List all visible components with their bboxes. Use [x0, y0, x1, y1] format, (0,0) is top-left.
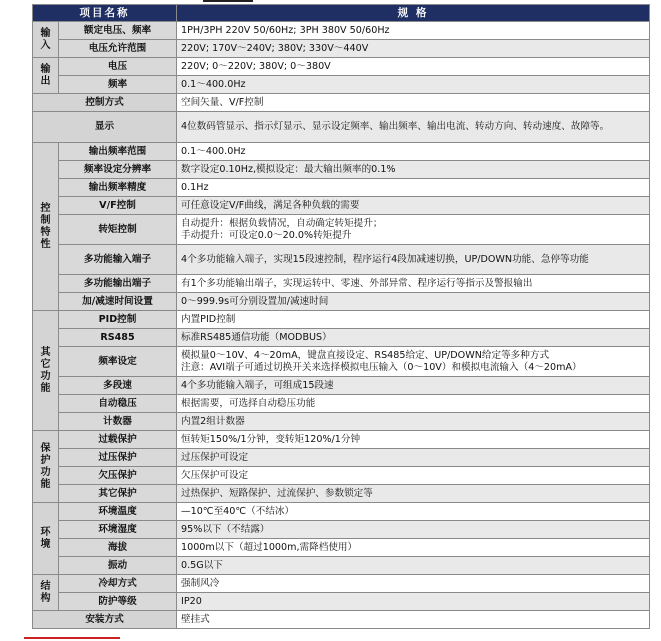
- table-row: [33, 179, 650, 197]
- row-name: 额定电压、频率: [59, 22, 177, 40]
- row-name: 转矩控制: [59, 215, 177, 245]
- row-name: 欠压保护: [59, 467, 177, 485]
- row-value: 可任意设定V/F曲线，满足各种负载的需要: [177, 197, 650, 215]
- row-name: 防护等级: [59, 593, 177, 611]
- row-name: 计数器: [59, 413, 177, 431]
- category-input: 输 入: [33, 22, 59, 58]
- category-other: 其 它 功 能: [33, 311, 59, 431]
- table-row: [33, 557, 650, 575]
- row-name: 电压允许范围: [59, 40, 177, 58]
- table-row: [33, 94, 650, 112]
- row-value: 有1个多功能输出端子，实现运转中、零速、外部异常、程序运行等指示及警报输出: [177, 275, 650, 293]
- row-name: 安装方式: [33, 611, 177, 629]
- bottom-decorative-line: [24, 637, 120, 639]
- row-value: 过压保护可设定: [177, 449, 650, 467]
- table-row: [33, 503, 650, 521]
- row-name: V/F控制: [59, 197, 177, 215]
- table-header-row: [33, 5, 650, 22]
- row-value: 内置2组计数器: [177, 413, 650, 431]
- row-name: 过载保护: [59, 431, 177, 449]
- table-row: [33, 395, 650, 413]
- row-value: [177, 215, 650, 245]
- category-struct: 结 构: [33, 575, 59, 611]
- row-name: 自动稳压: [59, 395, 177, 413]
- row-value: 强制风冷: [177, 575, 650, 593]
- row-name: 频率设定: [59, 347, 177, 377]
- table-row: [33, 215, 650, 245]
- table-row: [33, 40, 650, 58]
- table-row: [33, 485, 650, 503]
- table-row: [33, 58, 650, 76]
- row-value: [177, 347, 650, 377]
- row-value: IP20: [177, 593, 650, 611]
- row-value: 4位数码管显示、指示灯显示、显示设定频率、输出频率、输出电流、转动方向、转动速度、故障等。: [177, 112, 650, 143]
- row-name: 频率设定分辨率: [59, 161, 177, 179]
- table-row: [33, 293, 650, 311]
- table-row: [33, 275, 650, 293]
- row-value: 95%以下（不结露）: [177, 521, 650, 539]
- row-value: 0.1～400.0Hz: [177, 143, 650, 161]
- row-name: 多功能输出端子: [59, 275, 177, 293]
- row-value: 0.1～400.0Hz: [177, 76, 650, 94]
- row-name: 冷却方式: [59, 575, 177, 593]
- row-value: 标准RS485通信功能（MODBUS）: [177, 329, 650, 347]
- table-row: [33, 112, 650, 143]
- row-name: 其它保护: [59, 485, 177, 503]
- row-name: 电压: [59, 58, 177, 76]
- table-row: [33, 161, 650, 179]
- row-value-line: 自动提升：根据负载情况，自动确定转矩提升；: [181, 217, 383, 229]
- row-value-line: 模拟量0～10V、4～20mA，键盘直接设定、RS485给定、UP/DOWN给定等多种方式: [181, 349, 550, 361]
- spec-table: [32, 4, 650, 629]
- table-row: [33, 521, 650, 539]
- row-name: 多功能输入端子: [59, 245, 177, 275]
- category-control: 控 制 特 性: [33, 143, 59, 311]
- row-value: 过热保护、短路保护、过流保护、参数锁定等: [177, 485, 650, 503]
- table-row: [33, 76, 650, 94]
- row-value: 空间矢量、V/F控制: [177, 94, 650, 112]
- row-name: 频率: [59, 76, 177, 94]
- header-spec: 规 格: [177, 5, 650, 22]
- row-name: 显示: [33, 112, 177, 143]
- table-row: [33, 449, 650, 467]
- row-value: 恒转矩150%/1分钟，变转矩120%/1分钟: [177, 431, 650, 449]
- row-name: 环境湿度: [59, 521, 177, 539]
- row-name: PID控制: [59, 311, 177, 329]
- category-env: 环 境: [33, 503, 59, 575]
- header-item: 项目名称: [33, 5, 177, 22]
- table-row: [33, 413, 650, 431]
- table-row: [33, 611, 650, 629]
- row-name: 多段速: [59, 377, 177, 395]
- row-value: 220V; 0～220V; 380V; 0～380V: [177, 58, 650, 76]
- row-value: 0.5G以下: [177, 557, 650, 575]
- table-row: [33, 329, 650, 347]
- row-value: 4个多功能输入端子，可组成15段速: [177, 377, 650, 395]
- table-row: [33, 467, 650, 485]
- row-value: 1000m以下（超过1000m,需降档使用）: [177, 539, 650, 557]
- category-output: 输 出: [33, 58, 59, 94]
- row-value: 欠压保护可设定: [177, 467, 650, 485]
- row-value: 内置PID控制: [177, 311, 650, 329]
- row-name: RS485: [59, 329, 177, 347]
- row-name: 输出频率范围: [59, 143, 177, 161]
- row-value: 4个多功能输入端子，实现15段速控制，程序运行4段加减速切换，UP/DOWN功能、急停等功能: [177, 245, 650, 275]
- row-name: 过压保护: [59, 449, 177, 467]
- row-name: 控制方式: [33, 94, 177, 112]
- table-row: [33, 311, 650, 329]
- row-value: 0.1Hz: [177, 179, 650, 197]
- row-value: 数字设定0.10Hz,模拟设定：最大输出频率的0.1%: [177, 161, 650, 179]
- row-value: 1PH/3PH 220V 50/60Hz; 3PH 380V 50/60Hz: [177, 22, 650, 40]
- table-row: [33, 197, 650, 215]
- row-value: 壁挂式: [177, 611, 650, 629]
- table-row: [33, 575, 650, 593]
- row-value-line: 手动提升：可设定0.0～20.0%转矩提升: [181, 229, 352, 241]
- table-row: [33, 539, 650, 557]
- row-value: 0～999.9s可分别设置加/减速时间: [177, 293, 650, 311]
- row-value: 220V; 170V～240V; 380V; 330V～440V: [177, 40, 650, 58]
- table-row: [33, 377, 650, 395]
- table-row: [33, 431, 650, 449]
- row-name: 加/减速时间设置: [59, 293, 177, 311]
- row-name: 输出频率精度: [59, 179, 177, 197]
- category-protect: 保 护 功 能: [33, 431, 59, 503]
- row-value: 根据需要，可选择自动稳压功能: [177, 395, 650, 413]
- row-name: 环境温度: [59, 503, 177, 521]
- table-row: [33, 593, 650, 611]
- table-row: [33, 245, 650, 275]
- table-row: [33, 22, 650, 40]
- row-value: —10℃至40℃（不结冰）: [177, 503, 650, 521]
- table-row: [33, 347, 650, 377]
- row-name: 海拔: [59, 539, 177, 557]
- row-name: 振动: [59, 557, 177, 575]
- table-row: [33, 143, 650, 161]
- row-value-line: 注意：AVI端子可通过切换开关来选择模拟电压输入（0～10V）和模拟电流输入（4～20mA）: [181, 361, 582, 373]
